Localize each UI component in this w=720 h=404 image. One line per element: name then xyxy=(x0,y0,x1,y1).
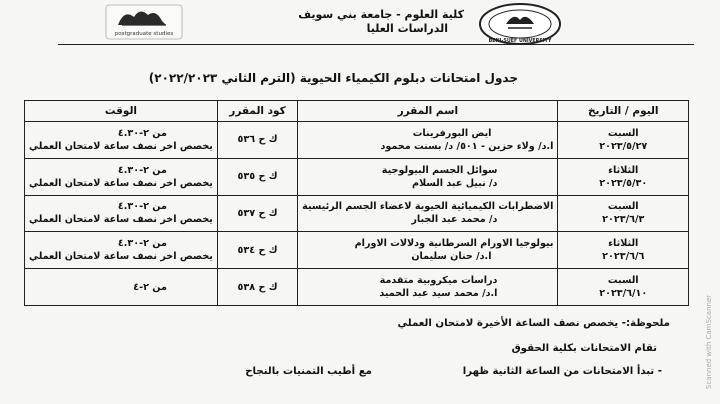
instructor-name: ا.د/ ولاء حزين - ٥٠١/ د/ بسنت محمود xyxy=(380,140,554,152)
time-cell xyxy=(25,195,218,232)
day-text: الثلاثاء xyxy=(608,164,639,176)
faculty-header xyxy=(298,8,464,36)
course-cell xyxy=(298,232,558,269)
schedule-title: جدول امتحانات دبلوم الكيمياء الحيوية (الترم الثاني ٢٠٢٢/٢٠٢٣) xyxy=(148,71,518,85)
department-name: الدراسات العليا xyxy=(366,22,448,35)
time-range: من ٢-٤ xyxy=(133,281,167,293)
day-text: الثلاثاء xyxy=(608,238,639,250)
instructor-name: ا.د/ حنان سليمان xyxy=(411,251,492,263)
scanner-watermark xyxy=(702,262,716,392)
course-name: سوائل الجسم البيولوجية xyxy=(381,164,498,176)
course-code: ك ح ٥٣٥ xyxy=(217,158,297,195)
date-text: ٢٠٢٣/٦/١٠ xyxy=(599,288,648,300)
course-name: دراسات ميكروبية متقدمة xyxy=(379,275,498,287)
course-code: ك ح ٥٣٧ xyxy=(217,195,297,232)
time-cell xyxy=(25,122,218,159)
course-cell xyxy=(298,122,558,159)
svg-text:BENI-SUEF UNIVERSITY: BENI-SUEF UNIVERSITY xyxy=(488,39,552,44)
time-note: يخصص اخر نصف ساعة لامتحان العملي xyxy=(29,251,213,263)
svg-text:postgraduate studies: postgraduate studies xyxy=(114,31,174,37)
time-range: من ٢-٤.٣٠ xyxy=(117,127,167,139)
day-text: السبت xyxy=(607,201,639,213)
date-text: ٢٠٢٣/٦/٦ xyxy=(602,251,645,263)
day-date-cell xyxy=(558,232,689,269)
time-cell xyxy=(25,158,218,195)
course-code: ك ح ٥٣٦ xyxy=(217,122,297,159)
table-row xyxy=(25,195,689,232)
header-course-code: كود المقرر xyxy=(217,101,297,122)
header-day-date: اليوم / التاريخ xyxy=(558,101,689,122)
day-text: السبت xyxy=(607,127,639,139)
date-text: ٢٠٢٣/٥/٢٧ xyxy=(599,140,648,152)
postgraduate-logo xyxy=(104,3,184,41)
time-note: يخصص اخر نصف ساعة لامتحان العملي xyxy=(29,177,213,189)
table-header-row xyxy=(25,101,689,122)
table-row xyxy=(25,122,689,159)
instructor-name: ا.د/ محمد سيد عبد الحميد xyxy=(379,288,498,300)
time-range: من ٢-٤.٣٠ xyxy=(117,201,167,213)
course-name: بيولوجيا الاورام السرطانية ودلالات الاورام xyxy=(354,238,554,250)
course-name: الاضطرابات الكيميائية الحيوية لاعضاء الجسم الرئيسية xyxy=(302,201,554,213)
date-text: ٢٠٢٣/٥/٣٠ xyxy=(599,177,648,189)
course-code: ك ح ٥٣٨ xyxy=(217,269,297,306)
table-row xyxy=(25,158,689,195)
date-text: ٢٠٢٣/٦/٣ xyxy=(602,214,645,226)
time-note: يخصص اخر نصف ساعة لامتحان العملي xyxy=(29,140,213,152)
table-row xyxy=(25,232,689,269)
time-cell xyxy=(25,232,218,269)
day-date-cell xyxy=(558,122,689,159)
watermark-text: Scanned with CamScanner xyxy=(705,294,713,389)
day-date-cell xyxy=(558,269,689,306)
day-date-cell xyxy=(558,158,689,195)
time-cell xyxy=(25,269,218,306)
instructor-name: د/ نبيل عبد السلام xyxy=(412,177,498,189)
faculty-name: كلية العلوم - جامعة بني سويف xyxy=(298,8,464,21)
header-time: الوقت xyxy=(25,101,218,122)
note-exam-start-time: - تبدأ الامتحانات من الساعة الثانية ظهرا xyxy=(462,366,662,377)
course-name: ايض البورفرينات xyxy=(412,127,492,139)
note-exam-location: تقام الامتحانات بكلية الحقوق xyxy=(511,343,657,354)
exam-schedule-table xyxy=(24,100,689,306)
course-cell xyxy=(298,269,558,306)
header-course-name: اسم المقرر xyxy=(298,101,558,122)
note-practical-exam: ملحوظة:- يخصص نصف الساعة الأخيرة لامتحان العملي xyxy=(397,318,670,329)
day-date-cell xyxy=(558,195,689,232)
day-text: السبت xyxy=(607,275,639,287)
header-divider xyxy=(58,44,694,45)
course-cell xyxy=(298,195,558,232)
course-cell xyxy=(298,158,558,195)
time-range: من ٢-٤.٣٠ xyxy=(117,238,167,250)
time-note: يخصص اخر نصف ساعة لامتحان العملي xyxy=(29,214,213,226)
time-range: من ٢-٤.٣٠ xyxy=(117,164,167,176)
instructor-name: د/ محمد عبد الجبار xyxy=(411,214,498,226)
course-code: ك ح ٥٣٤ xyxy=(217,232,297,269)
note-good-wishes: مع أطيب التمنيات بالنجاح xyxy=(245,366,372,377)
table-row xyxy=(25,269,689,306)
university-seal-logo xyxy=(478,2,562,46)
